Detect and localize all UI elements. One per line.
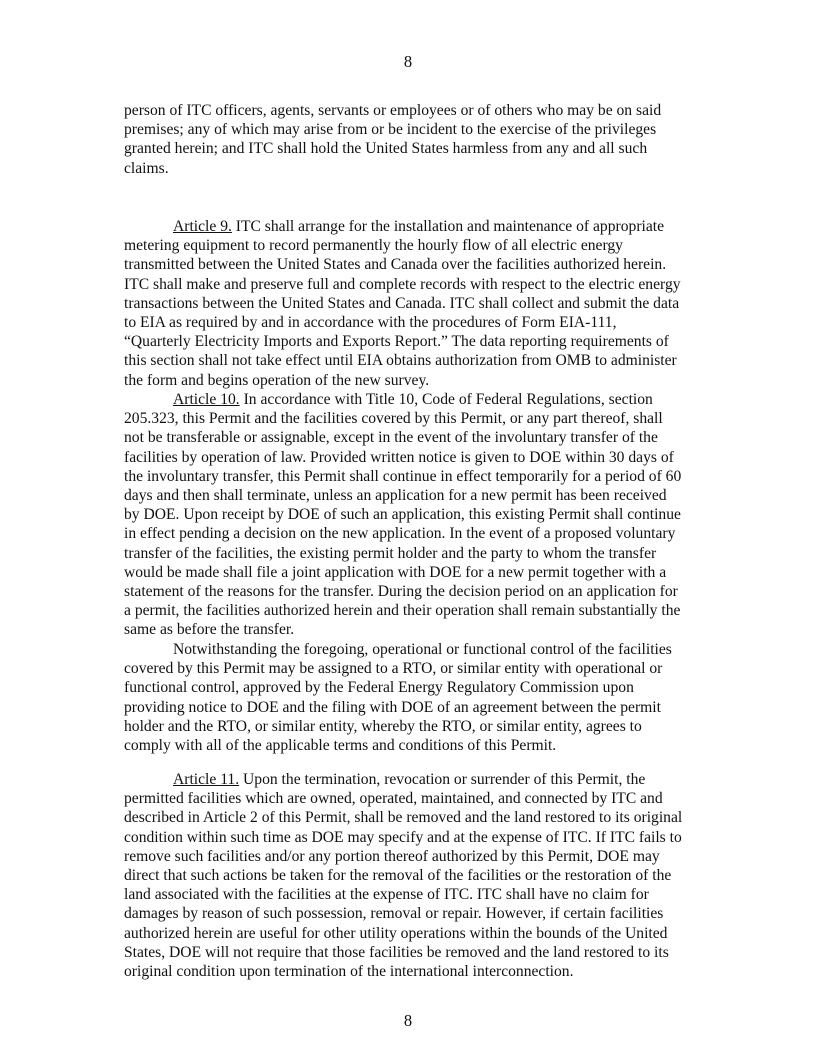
- paragraph-text: In accordance with Title 10, Code of Federal Regulations, section 205.323, this Permit and the facilities covered by this Permit, or any part thereof, shall not be transferable or assignable, except in the event of the involuntary transfer of the facilities by operation of law. Provided written notice is given to DOE within 30 days of the involuntary transfer, this Permit shall continue in effect temporarily for a period of 60 days and then shall terminate, unless an application for a new permit has been received by DOE. Upon receipt by DOE of such an application, this existing Permit shall continue in effect pending a decision on the new application. In the event of a proposed voluntary transfer of the facilities, the existing permit holder and the party to whom the transfer would be made shall file a joint application with DOE for a new permit together with a statement of the reasons for the transfer. During the decision period on an application for a permit, the facilities authorized herein and their operation shall remain substantially the same as before the transfer.: [124, 391, 682, 639]
- paragraph-text: ITC shall arrange for the installation and maintenance of appropriate metering equipment to record permanently the hourly flow of all electric energy transmitted between the United States and Canada over the facilities authorized herein. ITC shall make and preserve full and complete records with respect to the electric energy transactions between the United States and Canada. ITC shall collect and submit the data to EIA as required by and in accordance with the procedures of Form EIA-111, “Quarterly Electricity Imports and Exports Report.” The data reporting requirements of this section shall not take effect until EIA obtains authorization from OMB to administer the form and begins operation of the new survey.: [124, 218, 681, 389]
- article-10-label: Article 10.: [173, 391, 240, 408]
- article-11-label: Article 11.: [173, 771, 240, 788]
- paragraph-article-10: [124, 390, 684, 640]
- page-number-top: 8: [403, 52, 413, 71]
- paragraph-text: Upon the termination, revocation or surrender of this Permit, the permitted facilities which are owned, operated, maintained, and connected by ITC and described in Article 2 of this Permit, shall be removed and the land restored to its original condition within such time as DOE may specify and at the expense of ITC. If ITC fails to remove such facilities and/or any portion thereof authorized by this Permit, DOE may direct that such actions be taken for the removal of the facilities or the restoration of the land associated with the facilities at the expense of ITC. ITC shall have no claim for damages by reason of such possession, removal or repair. However, if certain facilities authorized herein are useful for other utility operations within the bounds of the United States, DOE will not require that those facilities be removed and the land restored to its original condition upon termination of the international interconnection.: [124, 771, 683, 981]
- paragraph-article-11: [124, 770, 684, 981]
- paragraph-text: person of ITC officers, agents, servants or employees or of others who may be on said premises; any of which may arise from or be incident to the exercise of the privileges granted herein; and ITC shall hold the United States harmless from any and all such claims.: [124, 102, 662, 177]
- paragraph-article-9: [124, 217, 684, 390]
- article-9-label: Article 9.: [173, 218, 232, 235]
- paragraph-continuation: [124, 101, 684, 178]
- paragraph-notwithstanding: [124, 640, 684, 755]
- paragraph-text: Notwithstanding the foregoing, operational or functional control of the facilities covered by this Permit may be assigned to a RTO, or similar entity with operational or functional control, approved by the Federal Energy Regulatory Commission upon providing notice to DOE and the filing with DOE of an agreement between the permit holder and the RTO, or similar entity, whereby the RTO, or similar entity, agrees to comply with all of the applicable terms and conditions of this Permit.: [124, 641, 672, 755]
- page-number-bottom: 8: [403, 1011, 413, 1030]
